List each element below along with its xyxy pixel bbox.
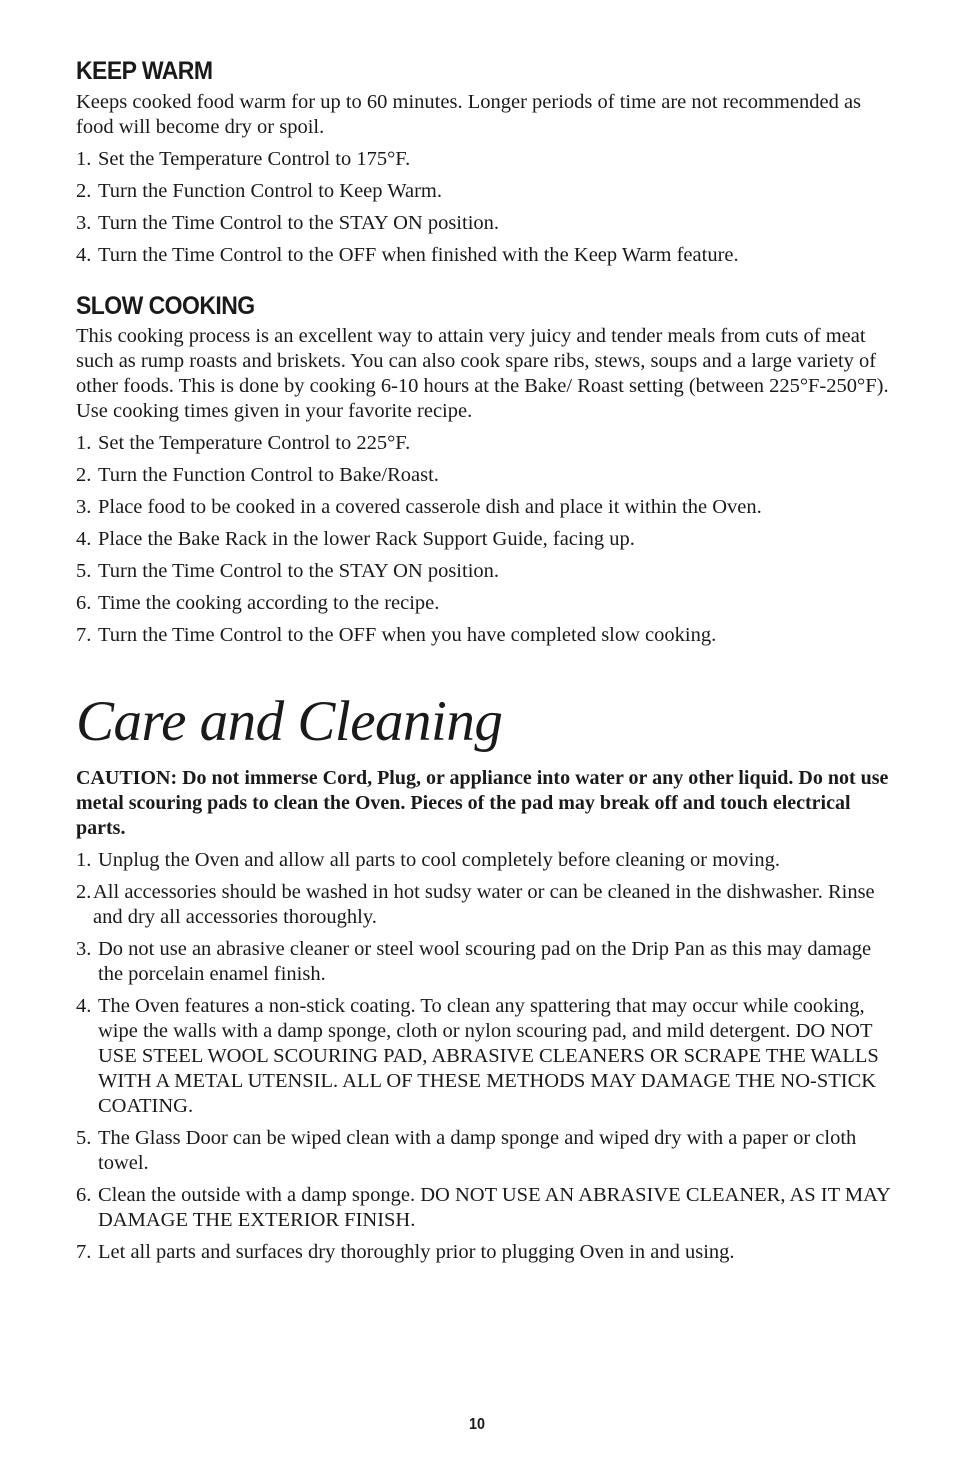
step-number: 2.	[76, 180, 92, 202]
step-number: 4.	[76, 244, 92, 266]
list-item	[76, 243, 896, 268]
page-content	[76, 56, 896, 1265]
step-number: 5.	[76, 560, 92, 582]
step-text: Place the Bake Rack in the lower Rack Support Guide, facing up.	[98, 528, 635, 550]
step-number: 1.	[76, 849, 92, 871]
step-number: 7.	[76, 624, 92, 646]
caution-text: CAUTION: Do not immerse Cord, Plug, or appliance into water or any other liquid. Do not use metal scouring pads to clean the Oven. Pieces of the pad may break off and touch electrical parts.	[76, 767, 889, 839]
step-text: Set the Temperature Control to 225°F.	[98, 432, 411, 454]
list-item	[76, 591, 896, 616]
step-number: 3.	[76, 496, 92, 518]
step-text: Turn the Function Control to Keep Warm.	[98, 180, 442, 202]
step-number: 6.	[76, 592, 92, 614]
step-text: Turn the Time Control to the OFF when finished with the Keep Warm feature.	[98, 244, 739, 266]
list-item	[76, 1183, 896, 1233]
step-number: 2.	[76, 464, 92, 486]
step-number: 1.	[76, 432, 92, 454]
keep-warm-heading: KEEP WARM	[76, 57, 213, 85]
step-number: 3.	[76, 212, 92, 234]
step-number: 7.	[76, 1241, 92, 1263]
step-number: 1.	[76, 148, 92, 170]
list-item	[76, 147, 896, 172]
list-item	[76, 463, 896, 488]
step-text: Time the cooking according to the recipe.	[98, 592, 440, 614]
step-text: Turn the Function Control to Bake/Roast.	[98, 464, 439, 486]
list-item	[76, 1240, 896, 1265]
keep-warm-intro: Keeps cooked food warm for up to 60 minutes. Longer periods of time are not recommended as food will become dry or spoil.	[76, 91, 862, 138]
step-text: Let all parts and surfaces dry thoroughly prior to plugging Oven in and using.	[98, 1241, 735, 1263]
slow-cooking-intro: This cooking process is an excellent way to attain very juicy and tender meals from cuts of meat such as rump roasts and briskets. You can also cook spare ribs, stews, soups and a large variety of other foods. This is done by cooking 6-10 hours at the Bake/ Roast setting (between 225°F-250°F). Use cooking times given in your favorite recipe.	[76, 325, 889, 422]
step-number: 2.	[76, 881, 92, 903]
step-text: All accessories should be washed in hot sudsy water or can be cleaned in the dishwasher. Rinse and dry all accessories thoroughly.	[93, 881, 875, 928]
step-number: 3.	[76, 938, 92, 960]
care-cleaning-section	[76, 690, 896, 1265]
step-text: Set the Temperature Control to 175°F.	[98, 148, 411, 170]
list-item	[76, 431, 896, 456]
step-text: Turn the Time Control to the STAY ON position.	[98, 212, 500, 234]
step-text: The Oven features a non-stick coating. To clean any spattering that may occur while cooking, wipe the walls with a damp sponge, cloth or nylon scouring pad, and mild detergent. DO NOT USE STEEL WOOL SCOURING PAD, ABRASIVE CLEANERS OR SCRAPE THE WALLS WITH A METAL UTENSIL. ALL OF THESE METHODS MAY DAMAGE THE NO-STICK COATING.	[98, 995, 879, 1117]
list-item	[76, 623, 896, 648]
list-item	[76, 495, 896, 520]
step-text: Turn the Time Control to the OFF when you have completed slow cooking.	[98, 624, 717, 646]
list-item	[76, 937, 896, 987]
list-item	[76, 848, 896, 873]
step-text: The Glass Door can be wiped clean with a damp sponge and wiped dry with a paper or cloth towel.	[98, 1127, 857, 1174]
list-item	[76, 211, 896, 236]
page-number: 10	[468, 1416, 486, 1433]
list-item	[76, 1126, 896, 1176]
step-text: Place food to be cooked in a covered casserole dish and place it within the Oven.	[98, 496, 762, 518]
list-item	[76, 994, 896, 1119]
slow-cooking-heading: SLOW COOKING	[76, 292, 255, 320]
keep-warm-section	[76, 56, 896, 268]
step-text: Do not use an abrasive cleaner or steel wool scouring pad on the Drip Pan as this may damage the porcelain enamel finish.	[98, 938, 872, 985]
list-item	[76, 559, 896, 584]
step-number: 4.	[76, 528, 92, 550]
list-item	[76, 179, 896, 204]
slow-cooking-section	[76, 291, 896, 648]
list-item	[76, 880, 896, 930]
step-text: Turn the Time Control to the STAY ON position.	[98, 560, 500, 582]
step-text: Unplug the Oven and allow all parts to cool completely before cleaning or moving.	[98, 849, 781, 871]
list-item	[76, 527, 896, 552]
step-number: 5.	[76, 1127, 92, 1149]
step-text: Clean the outside with a damp sponge. DO NOT USE AN ABRASIVE CLEANER, AS IT MAY DAMAGE THE EXTERIOR FINISH.	[98, 1184, 891, 1231]
care-cleaning-title: Care and Cleaning	[76, 690, 503, 753]
step-number: 4.	[76, 995, 92, 1017]
step-number: 6.	[76, 1184, 92, 1206]
